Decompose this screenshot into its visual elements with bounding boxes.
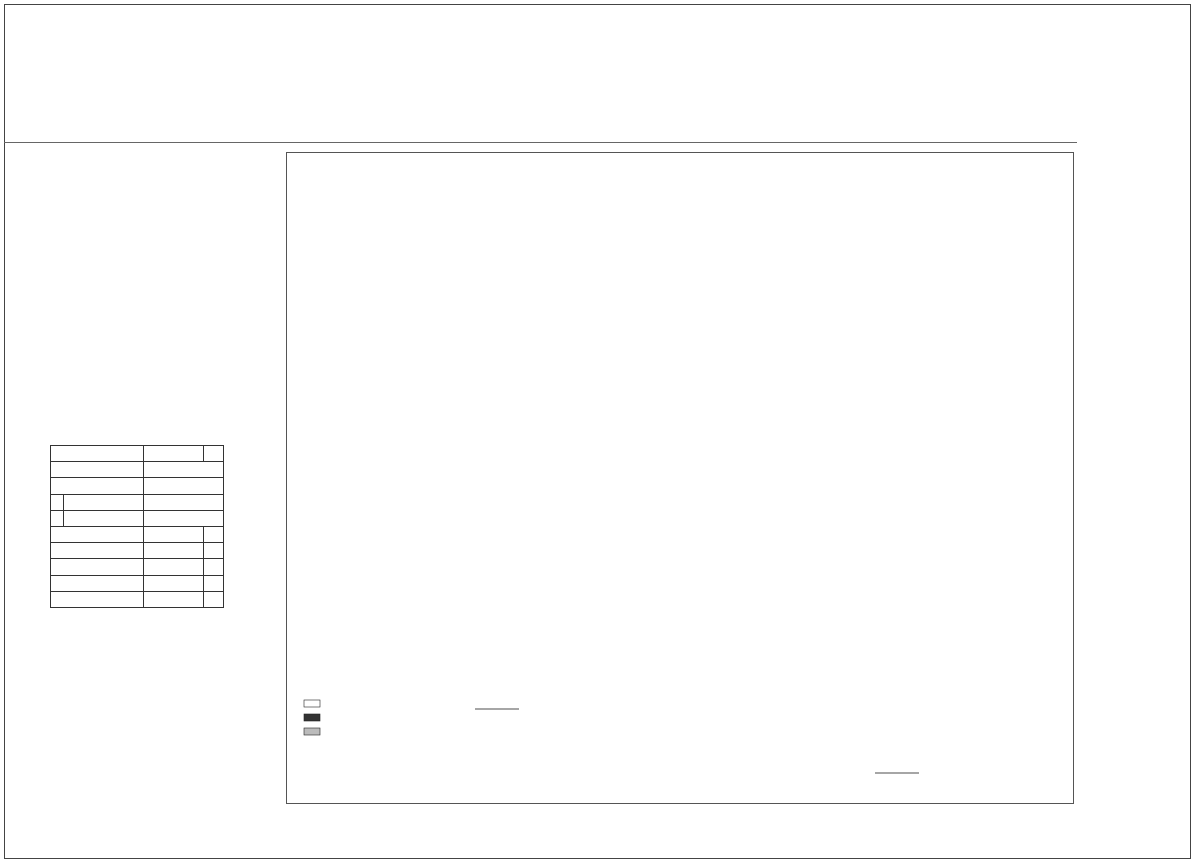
table-row [51, 494, 224, 510]
tech-label [51, 478, 144, 494]
table-row [51, 510, 224, 526]
drawing-svg [287, 153, 1073, 803]
tech-value [144, 494, 224, 510]
tech-value [144, 575, 204, 591]
title-divider [4, 142, 1077, 143]
table-row [51, 575, 224, 591]
legend-swatch-light [304, 700, 320, 707]
tech-value [144, 478, 224, 494]
tech-label [51, 559, 144, 575]
tech-value [144, 559, 204, 575]
tech-label [64, 510, 144, 526]
tech-group-label [51, 494, 64, 510]
tech-value [144, 462, 224, 478]
tech-label [51, 543, 144, 559]
legend-swatch-dark [304, 714, 320, 721]
legend-swatch-stone [304, 728, 320, 735]
tech-table [50, 445, 224, 608]
tech-label [51, 575, 144, 591]
table-row [51, 591, 224, 607]
table-row [51, 478, 224, 494]
tech-label [51, 591, 144, 607]
tech-value [144, 591, 204, 607]
tech-label [51, 446, 144, 462]
tech-label [51, 526, 144, 542]
tech-unit [204, 526, 224, 542]
tech-unit [204, 559, 224, 575]
architectural-drawing [286, 152, 1074, 804]
tech-unit [204, 543, 224, 559]
drawing-legend [304, 700, 320, 735]
tech-unit [204, 446, 224, 462]
tech-unit [204, 591, 224, 607]
tech-unit [204, 575, 224, 591]
tech-value [144, 526, 204, 542]
tech-value [144, 543, 204, 559]
tech-label [51, 462, 144, 478]
tech-value [144, 510, 224, 526]
table-row [51, 462, 224, 478]
tech-group-label [51, 510, 64, 526]
table-row [51, 559, 224, 575]
tech-value [144, 446, 204, 462]
table-row [51, 543, 224, 559]
table-row [51, 526, 224, 542]
tech-label [64, 494, 144, 510]
table-row [51, 446, 224, 462]
